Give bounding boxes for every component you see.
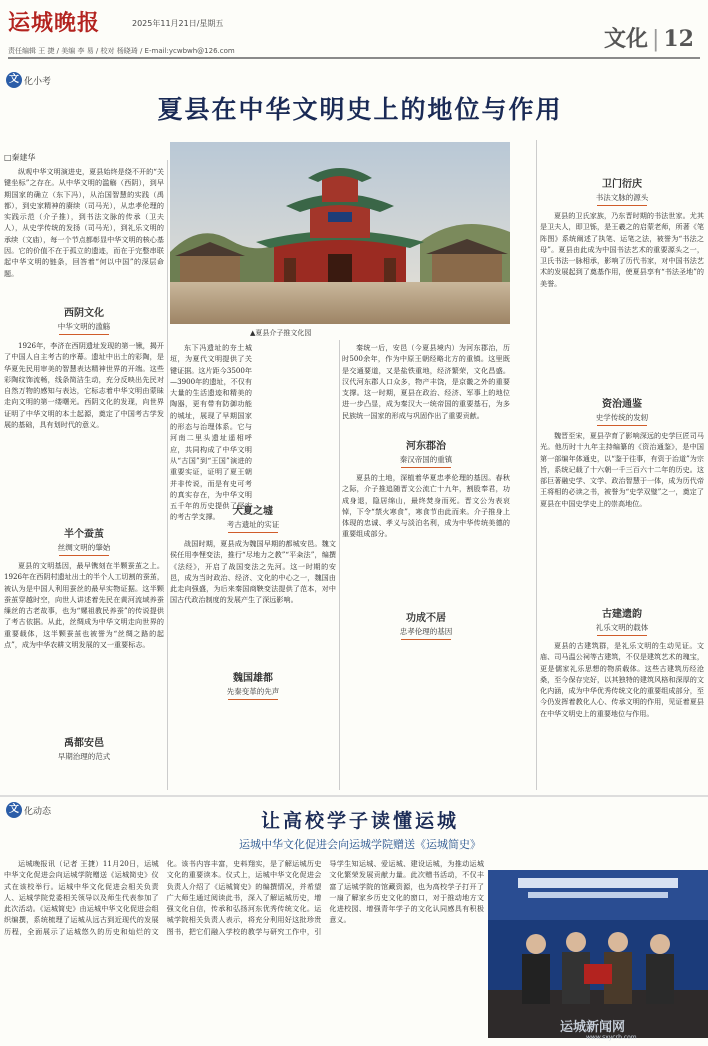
section-subtitle: 考古遗址的实证 bbox=[226, 520, 280, 529]
section-subtitle: 史学传统的发轫 bbox=[595, 413, 649, 422]
section-title: 古建遗韵 bbox=[602, 609, 642, 620]
divider bbox=[597, 635, 647, 636]
section-body: 夏县的文明基因，最早镌刻在半颗蚕茧之上。1926年在西阴村遗址出土的半个人工切割的蚕茧，被认为是中国人利用蚕丝的最早实物证据。这半颗蚕茧穿越时空，向世人讲述着先民在黄河流域养蚕缫丝的古老故事，也为“嫘祖教民养蚕”的传说提供了考古依据。从此，丝绸成为中华文明走向世界的重要载体，这半颗蚕茧也被誉为“丝绸之路的起点”，成为中华农耕文明发展的又一重要标志。 bbox=[4, 561, 164, 650]
article-headline: 夏县在中华文明史上的地位与作用 bbox=[157, 95, 563, 124]
section-subtitle: 丝绸文明的肇始 bbox=[57, 543, 111, 552]
section-subtitle: 礼乐文明的载体 bbox=[595, 623, 649, 632]
section-body: 东下冯遗址的夯土城垣，为夏代文明提供了关键证据。这片距今3500年—3900年的遗址，不仅有大量的生活遗迹和精美的陶器，更有带有防御功能的城址，展现了早期国家的形态与治理体系。它与河南二里头遗址遥相呼应，共同构成了中华文明从“古国”到“王国”演进的重要实证，证明了夏王朝并非传说，而是有史可考的真实存在，为中华文明五千年的历史提供了坚实的考古学支撑。 bbox=[170, 343, 252, 522]
section-body: 战国时期，夏县成为魏国早期的都城安邑。魏文侯任用李悝变法，推行“尽地力之教”“平籴法”，编撰《法经》，开启了战国变法之先河。这一时期的安邑，成为当时政治、经济、文化的中心之一，魏国由此走向强盛，为后来秦国商鞅变法提供了范本，对中国古代政治制度的发展产生了深远影响。 bbox=[170, 539, 336, 605]
section-title: 大夏之墟 bbox=[233, 506, 273, 517]
ceremony-photo bbox=[488, 870, 708, 1038]
column-rule bbox=[167, 160, 168, 790]
editor-credits: 责任编辑 王 捷 / 美编 李 易 / 校对 杨晓琦 / E-mail:ycwbwh@126.com bbox=[8, 47, 235, 55]
section-subtitle: 书法文脉的源头 bbox=[595, 193, 649, 202]
article-intro: 纵观中华文明演进史，夏县始终是绕不开的“关键坐标”之存在。从中华文明的滥觞（西阴），到早期国家的确立（东下冯），从治国智慧的实践（禹都），到史家精神的赓续（司马光），从忠孝伦理的实践示范（介子推），到书法文脉的传承（卫夫人），从史学传统的发扬（司马光），到礼乐文明的承续（文庙），每一个节点都彰显中华文明的核心基因。它的价值不在于孤立的遗迹，而在于完整串联起中华文明的链条，回答着“何以中国”的深层命题。 bbox=[4, 167, 164, 278]
section-heading bbox=[170, 672, 336, 700]
divider bbox=[59, 334, 109, 335]
section-heading bbox=[540, 608, 704, 636]
column-rule bbox=[536, 140, 537, 790]
divider bbox=[228, 699, 278, 700]
section-subtitle: 秦汉帝国的重镇 bbox=[399, 455, 453, 464]
section-body: 夏县的卫氏家族，乃东晋时期的书法世家。尤其是卫夫人，即卫铄，是王羲之的启蒙老师，所著《笔阵图》系统阐述了执笔、运笔之法，被誉为“书法之母”。夏县由此成为中国书法艺术的重要源头之一，卫氏书法一脉相承，影响了历代书家，对中国书法艺术的发展起到了奠基作用，使夏县享有“书法圣地”的美誉。 bbox=[540, 211, 704, 288]
section-title: 河东郡治 bbox=[406, 441, 446, 452]
section-name: 文化 bbox=[603, 26, 648, 52]
section-heading bbox=[342, 612, 510, 640]
section-heading bbox=[170, 505, 336, 533]
watermark-url: www.sxycrb.com bbox=[586, 1034, 637, 1041]
column-label bbox=[6, 72, 51, 88]
section-body: 夏县的土地，深植着华夏忠孝伦理的基因。春秋之际，介子推追随晋文公流亡十九年，割股奉君，功成身退，隐居绵山，最终焚身而死。晋文公为表哀悼，下令“禁火寒食”，寒食节由此而来。介子推身上体现的忠诚、孝义与淡泊名利，成为中华传统美德的重要组成部分。 bbox=[342, 473, 510, 539]
column-badge: 文 bbox=[6, 72, 22, 88]
divider bbox=[597, 425, 647, 426]
section-heading bbox=[342, 440, 510, 468]
article-headline: 让高校学子读懂运城 bbox=[260, 810, 459, 832]
divider bbox=[401, 639, 451, 640]
section-title: 禹都安邑 bbox=[64, 738, 104, 749]
section-heading bbox=[4, 528, 164, 556]
section-title: 半个蚕茧 bbox=[64, 529, 104, 540]
divider bbox=[597, 205, 647, 206]
section-title: 功成不居 bbox=[406, 613, 446, 624]
section-body: 魏晋至宋，夏县孕育了影响深远的史学巨匠司马光。他历时十九年主持编纂的《资治通鉴》，是中国第一部编年体通史，以“鉴于往事，有资于治道”为宗旨，系统记载了十六朝一千三百六十二年的历史。这部巨著融史学、文学、政治智慧于一体，成为历代帝王将相的必读之书，被誉为“史学双璧”之一，奠定了夏县在中国史学史上的崇高地位。 bbox=[540, 431, 704, 508]
divider bbox=[59, 555, 109, 556]
masthead-logo bbox=[8, 6, 128, 34]
divider bbox=[401, 467, 451, 468]
section-body: 夏县的古建筑群，是礼乐文明的生动见证。文庙、司马温公祠等古建筑，不仅是建筑艺术的瑰宝，更是儒家礼乐思想的物质载体。这些古建筑历经沧桑，至今保存完好，以其独特的建筑风格和深厚的文化内涵，成为中华优秀传统文化的重要组成部分，至今仍发挥着教化人心、传承文明的作用，见证着夏县在中华文明史上的重要地位与作用。 bbox=[540, 641, 704, 718]
article-subtitle: 运城中华文化促进会向运城学院赠送《运城简史》 bbox=[239, 838, 481, 851]
section-heading bbox=[540, 398, 704, 426]
photo-caption: ▲夏县介子推文化园 bbox=[250, 329, 312, 337]
article-photo bbox=[170, 142, 510, 324]
pavilion-illustration bbox=[170, 142, 510, 324]
section-heading bbox=[4, 737, 164, 762]
section-title: 资治通鉴 bbox=[602, 399, 642, 410]
column-label-text: 化小考 bbox=[24, 76, 52, 87]
masthead-name: 运城晚报 bbox=[8, 10, 101, 36]
section-heading bbox=[4, 307, 164, 335]
article-byline: □秦建华 bbox=[4, 153, 36, 162]
column-label bbox=[6, 802, 51, 818]
section-title: 西阴文化 bbox=[64, 308, 104, 319]
article-body: 运城晚报讯（记者 王捷）11月20日，运城中华文化促进会向运城学院赠送《运城简史》仪式在该校举行。运城中华文化促进会相关负责人、运城学院党委相关领导以及师生代表参加了此次活动。《运城简史》由运城中华文化促进会组织编撰，系统梳理了运城从远古到近现代的发展历程，全面展示了运城悠久的历史和灿烂的文化。该书内容丰富，史料翔实，是了解运城历史文化的重要读本。仪式上，运城中华文化促进会负责人介绍了《运城简史》的编撰情况，并希望广大师生通过阅读此书，深入了解运城历史，增强文化自信，传承和弘扬河东优秀传统文化。运城学院相关负责人表示，将充分利用好这批珍贵图书，把它们融入学校的教学与研究工作中，引导学生知运城、爱运城、建设运城，为推动运城文化繁荣发展贡献力量。此次赠书活动，不仅丰富了运城学院的馆藏资源，也为高校学子打开了一扇了解家乡历史文化的窗口，对于推动地方文化进校园、增强青年学子的文化认同感具有积极意义。 bbox=[4, 859, 484, 936]
section-subtitle: 中华文明的滥觞 bbox=[57, 322, 111, 331]
publish-date: 2025年11月21日/星期五 bbox=[132, 19, 224, 28]
column-rule bbox=[339, 340, 340, 790]
section-header: 文化 | 12 bbox=[603, 26, 694, 52]
page-number: 12 bbox=[663, 26, 694, 52]
watermark: 运城新闻网 bbox=[560, 1020, 626, 1035]
column-badge: 文 bbox=[6, 802, 22, 818]
section-title: 魏国雄都 bbox=[233, 673, 273, 684]
section-divider bbox=[0, 795, 708, 797]
section-body: 1926年，李济在西阴遗址发现的第一锹，揭开了中国人自主考古的序幕。遗址中出土的彩陶，是华夏先民用审美的智慧表达精神世界的开端。这些彩陶纹饰流畅，线条简洁生动，充分反映出先民对自然万物的感知与表达，它标志着中华文明由蒙昧走向文明的第一缕曙光。西阴文化的发现，向世界证明了中华文明的本土起源，奠定了中国考古学发展的基础，具有划时代的意义。 bbox=[4, 341, 164, 430]
section-body: 秦统一后，安邑（今夏县境内）为河东郡治，历时500余年，作为中原王朝经略北方的重镇。这里既是交通要道，又是盐铁重地，经济繁荣，文化昌盛。汉代河东郡人口众多，物产丰饶，是京畿之外的重要支撑。这一时期，夏县在政治、经济、军事上的地位进一步凸显，成为秦汉大一统帝国的重要基石，为多民族统一国家的形成与巩固作出了重要贡献。 bbox=[342, 343, 510, 420]
section-heading bbox=[540, 178, 704, 206]
divider bbox=[228, 532, 278, 533]
section-subtitle: 先秦变革的先声 bbox=[226, 687, 280, 696]
section-subtitle: 忠孝伦理的基因 bbox=[399, 627, 453, 636]
section-title: 卫门衍庆 bbox=[602, 179, 642, 190]
top-rule bbox=[8, 57, 700, 59]
column-label-text: 化动态 bbox=[24, 806, 52, 817]
section-subtitle: 早期治理的范式 bbox=[57, 752, 111, 761]
ceremony-illustration bbox=[488, 870, 708, 1038]
